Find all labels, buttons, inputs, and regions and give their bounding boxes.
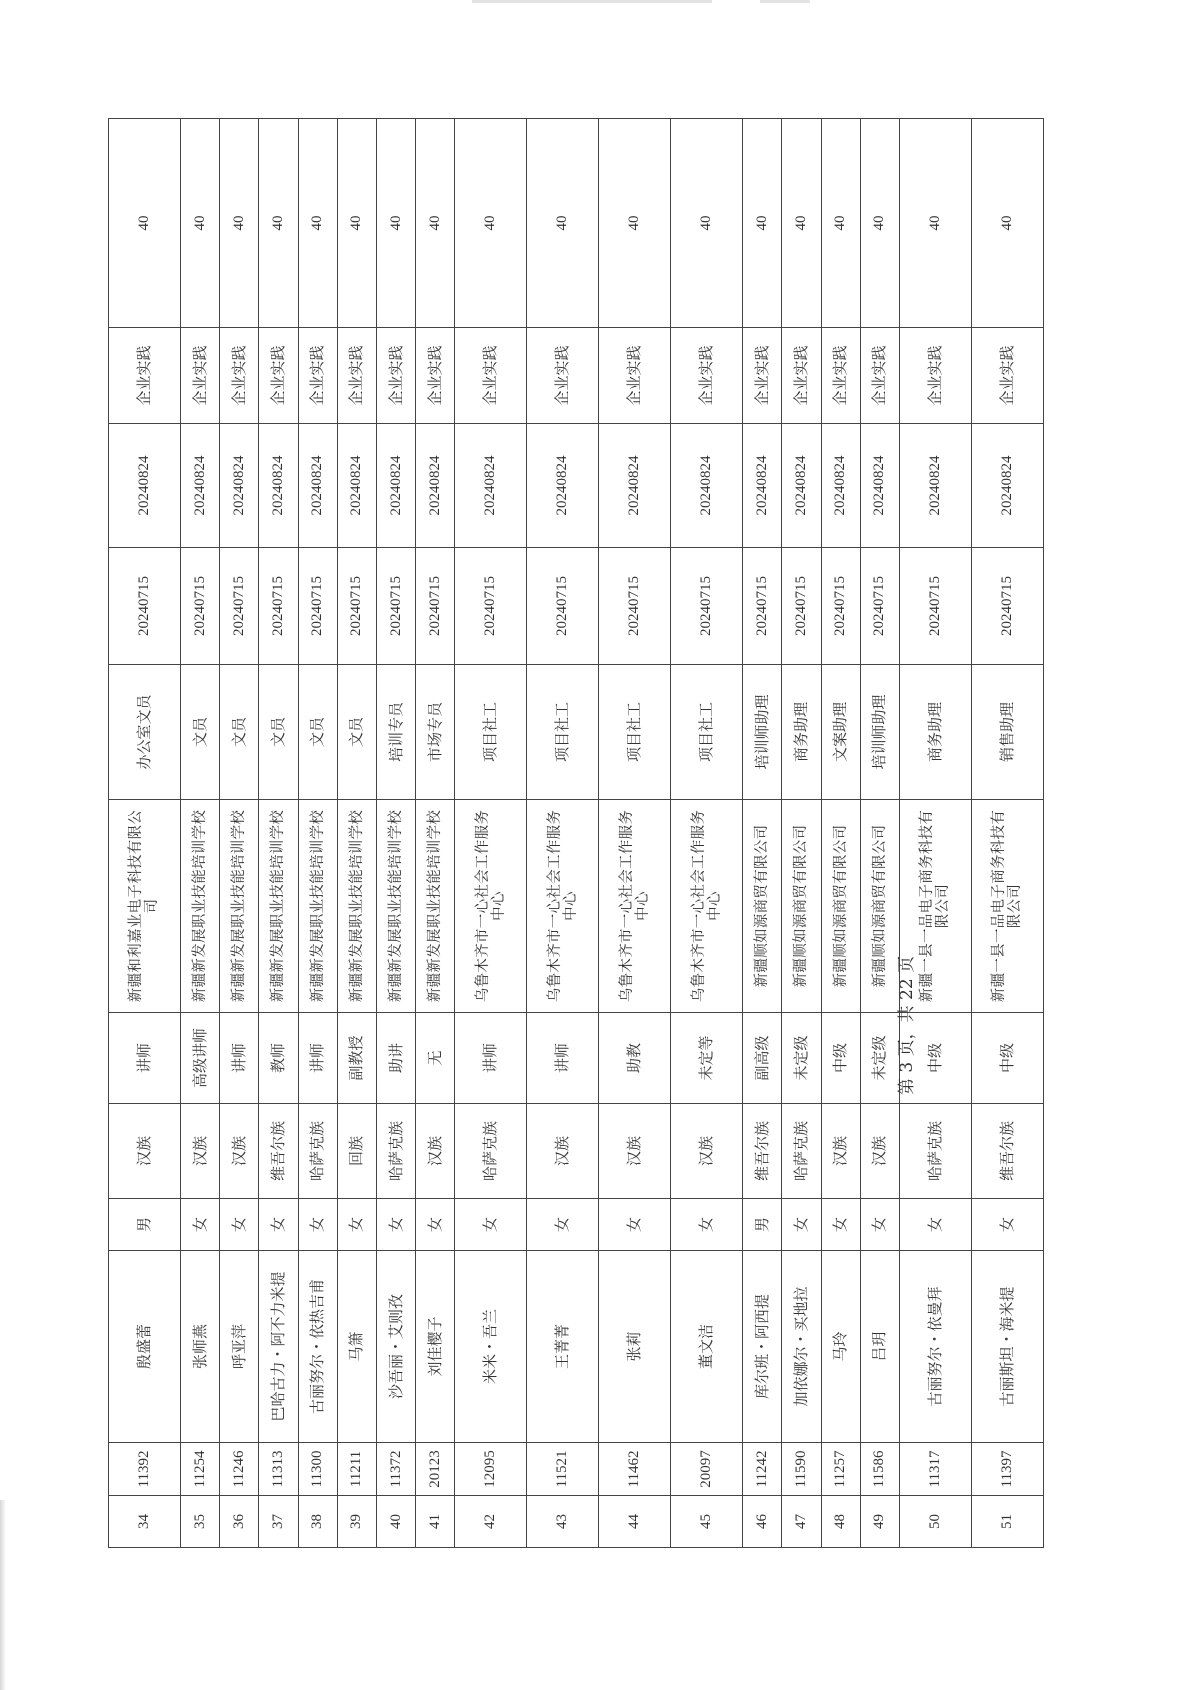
- position-cell: 文员: [259, 665, 298, 800]
- title-cell: 副教授: [337, 1013, 376, 1104]
- table-row: [900, 119, 972, 1548]
- id-cell: 11392: [109, 1443, 181, 1496]
- row-number-cell: 51: [971, 1496, 1043, 1548]
- id-cell: 11586: [860, 1443, 899, 1496]
- hours-cell: 40: [416, 119, 455, 328]
- organization-cell: 乌鲁木齐市一心社会工作服务中心: [527, 800, 599, 1013]
- organization-cell: 新疆一县一品电子商务科技有限公司: [971, 800, 1043, 1013]
- gender-cell: 女: [860, 1199, 899, 1251]
- table-row: [416, 119, 455, 1548]
- end-date-cell: 20240824: [298, 424, 337, 548]
- id-cell: 11313: [259, 1443, 298, 1496]
- hours-cell: 40: [180, 119, 219, 328]
- hours-cell: 40: [377, 119, 416, 328]
- id-cell: 11300: [298, 1443, 337, 1496]
- table-row: [298, 119, 337, 1548]
- gender-cell: 女: [671, 1199, 743, 1251]
- hours-cell: 40: [782, 119, 821, 328]
- ethnicity-cell: 汉族: [821, 1104, 860, 1199]
- position-cell: 文员: [298, 665, 337, 800]
- practice-type-cell: 企业实践: [416, 328, 455, 424]
- table-row: [220, 119, 259, 1548]
- title-cell: 副高级: [743, 1013, 782, 1104]
- scan-shadow: [0, 1500, 6, 1690]
- gender-cell: 女: [220, 1199, 259, 1251]
- scan-edge-mark: [760, 0, 810, 3]
- gender-cell: 女: [782, 1199, 821, 1251]
- ethnicity-cell: 汉族: [527, 1104, 599, 1199]
- gender-cell: 女: [900, 1199, 972, 1251]
- end-date-cell: 20240824: [821, 424, 860, 548]
- rotated-table-container: [108, 119, 1044, 1548]
- row-number-cell: 45: [671, 1496, 743, 1548]
- name-cell: 董文洁: [671, 1251, 743, 1443]
- start-date-cell: 20240715: [298, 548, 337, 665]
- title-cell: 讲师: [220, 1013, 259, 1104]
- gender-cell: 女: [337, 1199, 376, 1251]
- name-cell: 马箫: [337, 1251, 376, 1443]
- name-cell: 张莉: [599, 1251, 671, 1443]
- ethnicity-cell: 汉族: [599, 1104, 671, 1199]
- name-cell: 沙吾丽・艾则孜: [377, 1251, 416, 1443]
- training-roster-table: [108, 118, 1044, 1548]
- table-row: [821, 119, 860, 1548]
- table-row: [671, 119, 743, 1548]
- organization-cell: 新疆一县一品电子商务科技有限公司: [900, 800, 972, 1013]
- organization-cell: 新疆新发展职业技能培训学校: [416, 800, 455, 1013]
- start-date-cell: 20240715: [599, 548, 671, 665]
- practice-type-cell: 企业实践: [377, 328, 416, 424]
- position-cell: 文案助理: [821, 665, 860, 800]
- row-number-cell: 34: [109, 1496, 181, 1548]
- ethnicity-cell: 维吾尔族: [971, 1104, 1043, 1199]
- table-row: [860, 119, 899, 1548]
- practice-type-cell: 企业实践: [971, 328, 1043, 424]
- row-number-cell: 40: [377, 1496, 416, 1548]
- scan-edge-mark: [472, 0, 712, 3]
- gender-cell: 女: [180, 1199, 219, 1251]
- name-cell: 古丽斯坦・海米提: [971, 1251, 1043, 1443]
- title-cell: 无: [416, 1013, 455, 1104]
- row-number-cell: 36: [220, 1496, 259, 1548]
- table-body: [109, 119, 1044, 1548]
- table-row: [599, 119, 671, 1548]
- hours-cell: 40: [527, 119, 599, 328]
- hours-cell: 40: [743, 119, 782, 328]
- hours-cell: 40: [860, 119, 899, 328]
- end-date-cell: 20240824: [900, 424, 972, 548]
- ethnicity-cell: 汉族: [109, 1104, 181, 1199]
- practice-type-cell: 企业实践: [527, 328, 599, 424]
- name-cell: 呼亚萍: [220, 1251, 259, 1443]
- name-cell: 加依娜尔・买地拉: [782, 1251, 821, 1443]
- gender-cell: 女: [599, 1199, 671, 1251]
- id-cell: 12095: [455, 1443, 527, 1496]
- organization-cell: 新疆顺如源商贸有限公司: [743, 800, 782, 1013]
- position-cell: 文员: [180, 665, 219, 800]
- start-date-cell: 20240715: [220, 548, 259, 665]
- position-cell: 文员: [337, 665, 376, 800]
- page-number-text: 第 3 页，共 22 页: [897, 955, 917, 1095]
- practice-type-cell: 企业实践: [671, 328, 743, 424]
- title-cell: 未定级: [860, 1013, 899, 1104]
- end-date-cell: 20240824: [599, 424, 671, 548]
- row-number-cell: 43: [527, 1496, 599, 1548]
- row-number-cell: 37: [259, 1496, 298, 1548]
- table-row: [259, 119, 298, 1548]
- end-date-cell: 20240824: [455, 424, 527, 548]
- hours-cell: 40: [109, 119, 181, 328]
- hours-cell: 40: [337, 119, 376, 328]
- position-cell: 文员: [220, 665, 259, 800]
- ethnicity-cell: 汉族: [416, 1104, 455, 1199]
- organization-cell: 乌鲁木齐市一心社会工作服务中心: [455, 800, 527, 1013]
- start-date-cell: 20240715: [860, 548, 899, 665]
- position-cell: 项目社工: [455, 665, 527, 800]
- ethnicity-cell: 汉族: [671, 1104, 743, 1199]
- title-cell: 中级: [900, 1013, 972, 1104]
- title-cell: 助教: [599, 1013, 671, 1104]
- name-cell: 吕玥: [860, 1251, 899, 1443]
- hours-cell: 40: [220, 119, 259, 328]
- row-number-cell: 39: [337, 1496, 376, 1548]
- name-cell: 库尔班・阿西提: [743, 1251, 782, 1443]
- practice-type-cell: 企业实践: [180, 328, 219, 424]
- gender-cell: 女: [821, 1199, 860, 1251]
- table-row: [455, 119, 527, 1548]
- ethnicity-cell: 汉族: [220, 1104, 259, 1199]
- ethnicity-cell: 哈萨克族: [455, 1104, 527, 1199]
- id-cell: 11246: [220, 1443, 259, 1496]
- start-date-cell: 20240715: [455, 548, 527, 665]
- end-date-cell: 20240824: [743, 424, 782, 548]
- start-date-cell: 20240715: [971, 548, 1043, 665]
- practice-type-cell: 企业实践: [220, 328, 259, 424]
- start-date-cell: 20240715: [671, 548, 743, 665]
- gender-cell: 女: [971, 1199, 1043, 1251]
- gender-cell: 男: [743, 1199, 782, 1251]
- hours-cell: 40: [821, 119, 860, 328]
- title-cell: 未定等: [671, 1013, 743, 1104]
- name-cell: 巴哈古力・阿不力米提: [259, 1251, 298, 1443]
- ethnicity-cell: 回族: [337, 1104, 376, 1199]
- title-cell: 未定级: [782, 1013, 821, 1104]
- title-cell: 高级讲师: [180, 1013, 219, 1104]
- id-cell: 20123: [416, 1443, 455, 1496]
- id-cell: 11590: [782, 1443, 821, 1496]
- practice-type-cell: 企业实践: [900, 328, 972, 424]
- gender-cell: 男: [109, 1199, 181, 1251]
- practice-type-cell: 企业实践: [337, 328, 376, 424]
- start-date-cell: 20240715: [180, 548, 219, 665]
- end-date-cell: 20240824: [971, 424, 1043, 548]
- row-number-cell: 35: [180, 1496, 219, 1548]
- hours-cell: 40: [671, 119, 743, 328]
- page-footer: [892, 905, 932, 1095]
- table-row: [743, 119, 782, 1548]
- start-date-cell: 20240715: [259, 548, 298, 665]
- practice-type-cell: 企业实践: [455, 328, 527, 424]
- end-date-cell: 20240824: [109, 424, 181, 548]
- start-date-cell: 20240715: [743, 548, 782, 665]
- ethnicity-cell: 哈萨克族: [377, 1104, 416, 1199]
- organization-cell: 新疆新发展职业技能培训学校: [220, 800, 259, 1013]
- organization-cell: 新疆新发展职业技能培训学校: [180, 800, 219, 1013]
- position-cell: 项目社工: [671, 665, 743, 800]
- id-cell: 11462: [599, 1443, 671, 1496]
- practice-type-cell: 企业实践: [743, 328, 782, 424]
- end-date-cell: 20240824: [377, 424, 416, 548]
- position-cell: 市场专员: [416, 665, 455, 800]
- position-cell: 培训师助理: [743, 665, 782, 800]
- title-cell: 讲师: [109, 1013, 181, 1104]
- ethnicity-cell: 哈萨克族: [782, 1104, 821, 1199]
- title-cell: 助讲: [377, 1013, 416, 1104]
- end-date-cell: 20240824: [337, 424, 376, 548]
- name-cell: 古丽努尔・依热吉甫: [298, 1251, 337, 1443]
- hours-cell: 40: [298, 119, 337, 328]
- table-row: [377, 119, 416, 1548]
- organization-cell: 乌鲁木齐市一心社会工作服务中心: [671, 800, 743, 1013]
- organization-cell: 新疆新发展职业技能培训学校: [259, 800, 298, 1013]
- practice-type-cell: 企业实践: [599, 328, 671, 424]
- table-row: [337, 119, 376, 1548]
- hours-cell: 40: [599, 119, 671, 328]
- gender-cell: 女: [377, 1199, 416, 1251]
- end-date-cell: 20240824: [259, 424, 298, 548]
- gender-cell: 女: [455, 1199, 527, 1251]
- row-number-cell: 41: [416, 1496, 455, 1548]
- row-number-cell: 50: [900, 1496, 972, 1548]
- ethnicity-cell: 汉族: [860, 1104, 899, 1199]
- name-cell: 马玲: [821, 1251, 860, 1443]
- row-number-cell: 49: [860, 1496, 899, 1548]
- ethnicity-cell: 维吾尔族: [259, 1104, 298, 1199]
- ethnicity-cell: 哈萨克族: [900, 1104, 972, 1199]
- position-cell: 办公室文员: [109, 665, 181, 800]
- title-cell: 讲师: [527, 1013, 599, 1104]
- name-cell: 米米・吾兰: [455, 1251, 527, 1443]
- gender-cell: 女: [527, 1199, 599, 1251]
- name-cell: 殷盛蕾: [109, 1251, 181, 1443]
- position-cell: 商务助理: [900, 665, 972, 800]
- practice-type-cell: 企业实践: [860, 328, 899, 424]
- position-cell: 培训师助理: [860, 665, 899, 800]
- name-cell: 刘佳樱子: [416, 1251, 455, 1443]
- title-cell: 讲师: [455, 1013, 527, 1104]
- organization-cell: 新疆顺如源商贸有限公司: [860, 800, 899, 1013]
- hours-cell: 40: [259, 119, 298, 328]
- start-date-cell: 20240715: [900, 548, 972, 665]
- start-date-cell: 20240715: [377, 548, 416, 665]
- gender-cell: 女: [298, 1199, 337, 1251]
- gender-cell: 女: [416, 1199, 455, 1251]
- ethnicity-cell: 汉族: [180, 1104, 219, 1199]
- row-number-cell: 48: [821, 1496, 860, 1548]
- start-date-cell: 20240715: [109, 548, 181, 665]
- practice-type-cell: 企业实践: [782, 328, 821, 424]
- practice-type-cell: 企业实践: [109, 328, 181, 424]
- row-number-cell: 42: [455, 1496, 527, 1548]
- id-cell: 20097: [671, 1443, 743, 1496]
- position-cell: 培训专员: [377, 665, 416, 800]
- start-date-cell: 20240715: [337, 548, 376, 665]
- practice-type-cell: 企业实践: [298, 328, 337, 424]
- row-number-cell: 47: [782, 1496, 821, 1548]
- id-cell: 11254: [180, 1443, 219, 1496]
- end-date-cell: 20240824: [220, 424, 259, 548]
- start-date-cell: 20240715: [416, 548, 455, 665]
- practice-type-cell: 企业实践: [821, 328, 860, 424]
- position-cell: 销售助理: [971, 665, 1043, 800]
- ethnicity-cell: 哈萨克族: [298, 1104, 337, 1199]
- position-cell: 商务助理: [782, 665, 821, 800]
- id-cell: 11372: [377, 1443, 416, 1496]
- organization-cell: 新疆和利嘉业电子科技有限公司: [109, 800, 181, 1013]
- practice-type-cell: 企业实践: [259, 328, 298, 424]
- organization-cell: 新疆顺如源商贸有限公司: [782, 800, 821, 1013]
- start-date-cell: 20240715: [782, 548, 821, 665]
- id-cell: 11521: [527, 1443, 599, 1496]
- id-cell: 11397: [971, 1443, 1043, 1496]
- name-cell: 张师燕: [180, 1251, 219, 1443]
- title-cell: 教师: [259, 1013, 298, 1104]
- start-date-cell: 20240715: [527, 548, 599, 665]
- row-number-cell: 44: [599, 1496, 671, 1548]
- organization-cell: 新疆顺如源商贸有限公司: [821, 800, 860, 1013]
- row-number-cell: 38: [298, 1496, 337, 1548]
- end-date-cell: 20240824: [782, 424, 821, 548]
- end-date-cell: 20240824: [860, 424, 899, 548]
- end-date-cell: 20240824: [416, 424, 455, 548]
- name-cell: 王菁菁: [527, 1251, 599, 1443]
- start-date-cell: 20240715: [821, 548, 860, 665]
- name-cell: 古丽努尔・依曼拜: [900, 1251, 972, 1443]
- table-row: [527, 119, 599, 1548]
- table-row: [971, 119, 1043, 1548]
- row-number-cell: 46: [743, 1496, 782, 1548]
- hours-cell: 40: [971, 119, 1043, 328]
- end-date-cell: 20240824: [671, 424, 743, 548]
- position-cell: 项目社工: [527, 665, 599, 800]
- id-cell: 11211: [337, 1443, 376, 1496]
- organization-cell: 新疆新发展职业技能培训学校: [298, 800, 337, 1013]
- title-cell: 讲师: [298, 1013, 337, 1104]
- organization-cell: 新疆新发展职业技能培训学校: [377, 800, 416, 1013]
- end-date-cell: 20240824: [527, 424, 599, 548]
- title-cell: 中级: [971, 1013, 1043, 1104]
- id-cell: 11257: [821, 1443, 860, 1496]
- organization-cell: 乌鲁木齐市一心社会工作服务中心: [599, 800, 671, 1013]
- id-cell: 11242: [743, 1443, 782, 1496]
- table-row: [782, 119, 821, 1548]
- table-row: [109, 119, 181, 1548]
- gender-cell: 女: [259, 1199, 298, 1251]
- id-cell: 11317: [900, 1443, 972, 1496]
- title-cell: 中级: [821, 1013, 860, 1104]
- position-cell: 项目社工: [599, 665, 671, 800]
- ethnicity-cell: 维吾尔族: [743, 1104, 782, 1199]
- table-row: [180, 119, 219, 1548]
- organization-cell: 新疆新发展职业技能培训学校: [337, 800, 376, 1013]
- end-date-cell: 20240824: [180, 424, 219, 548]
- hours-cell: 40: [455, 119, 527, 328]
- hours-cell: 40: [900, 119, 972, 328]
